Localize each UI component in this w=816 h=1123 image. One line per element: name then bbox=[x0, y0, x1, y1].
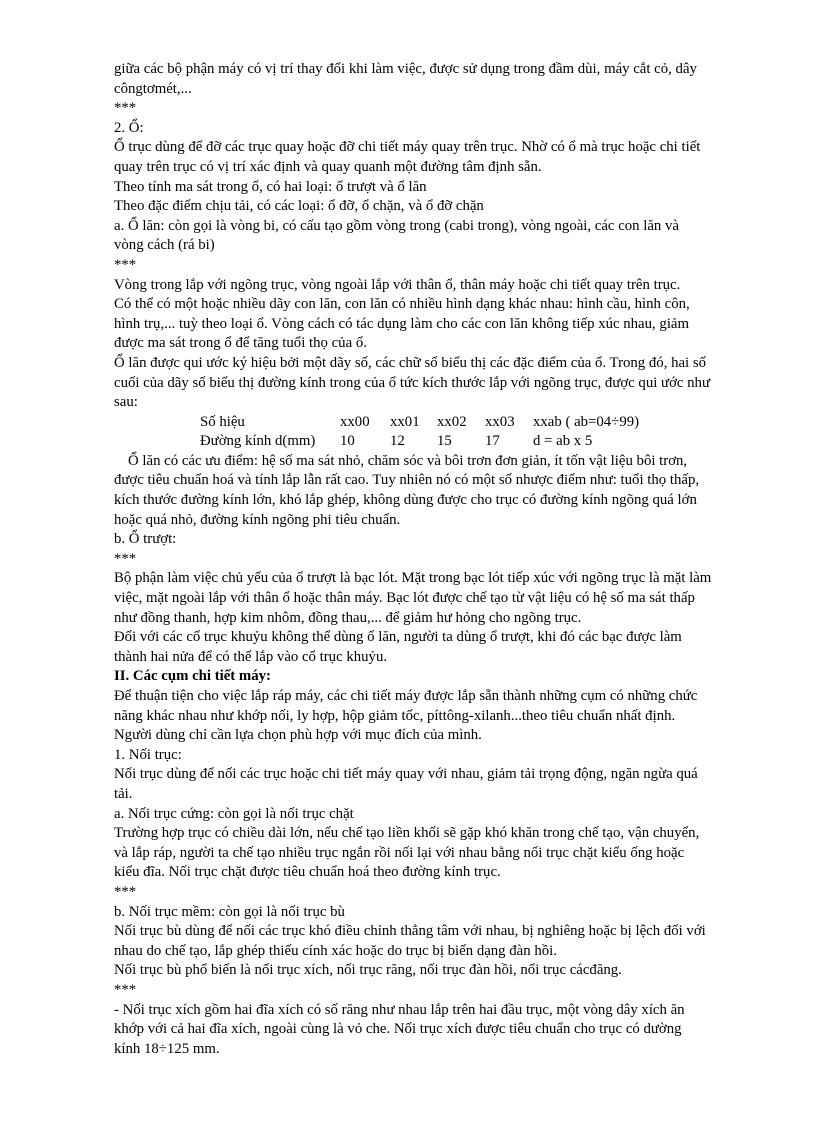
table-row bbox=[200, 432, 639, 452]
text-line: và lắp ráp, người ta chế tạo nhiều trục ngắn rồi nối lại với nhau bằng nối trục chặt kiểu ống hoặc bbox=[114, 844, 685, 861]
text-line: a. Nối trục cứng: còn gọi là nối trục chặt bbox=[114, 805, 354, 822]
text-line: Ổ lăn được qui ước ký hiệu bởi một dãy số, các chữ số biểu thị các đặc điểm của ổ. Trong đó, hai số bbox=[114, 354, 707, 371]
bearing-code-table bbox=[200, 413, 639, 452]
table-cell: Số hiệu bbox=[200, 413, 245, 430]
table-cell: xx03 bbox=[485, 413, 515, 430]
text-line: vòng cách (rá bi) bbox=[114, 237, 215, 254]
text-line: Vòng trong lắp với ngõng trục, vòng ngoài lắp với thân ổ, thân máy hoặc chi tiết quay trên trục. bbox=[114, 276, 681, 293]
text-line: - Nối trục xích gồm hai đĩa xích có số răng như nhau lắp trên hai đầu trục, một vòng dây xích ăn bbox=[114, 1001, 685, 1018]
text-line: Ổ lăn có các ưu điểm: hệ số ma sát nhỏ, chăm sóc và bôi trơn đơn giản, ít tốn vật liệu bôi trơn, bbox=[128, 452, 688, 469]
text-line: quay trên trục có vị trí xác định và quay quanh một đường tâm định sẵn. bbox=[114, 158, 542, 175]
separator-stars: *** bbox=[114, 981, 137, 998]
text-line: tải. bbox=[114, 785, 133, 802]
text-line: khớp với cả hai đĩa xích, ngoài cùng là vỏ che. Nối trục xích được tiêu chuẩn cho trục có dường bbox=[114, 1021, 682, 1038]
text-line: kích thước đường kính lớn, khó lắp ghép, không dùng được cho trục có đường kính ngõng quá lớn bbox=[114, 492, 697, 509]
text-line: Nối trục bù phổ biến là nối trục xích, nối trục răng, nối trục đàn hồi, nối trục cácđăng. bbox=[114, 962, 622, 979]
text-line: hình trụ,... tuỳ theo loại ổ. Vòng cách có tác dụng làm cho các con lăn không tiếp xúc nhau, giảm bbox=[114, 315, 690, 332]
table-cell: xx00 bbox=[340, 413, 370, 430]
text-line: b. Nối trục mềm: còn gọi là nối trục bù bbox=[114, 903, 345, 920]
section-heading: b. Ổ trượt: bbox=[114, 531, 177, 548]
separator-stars: *** bbox=[114, 883, 137, 900]
table-cell: 10 bbox=[340, 433, 355, 450]
table-cell: xx02 bbox=[437, 413, 467, 430]
table-cell: xx01 bbox=[390, 413, 420, 430]
text-line: Đối với các cổ trục khuỷu không thể dùng ổ lăn, người ta dùng ổ trượt, khi đó các bạc được làm bbox=[114, 629, 682, 646]
section-heading: 2. Ổ: bbox=[114, 119, 144, 136]
text-line: Người dùng chỉ cần lựa chọn phù hợp với mục đích của mình. bbox=[114, 727, 482, 744]
text-line: thành hai nửa để có thể lắp vào cổ trục khuỷu. bbox=[114, 648, 388, 665]
text-line: được ma sát trong ổ để tăng tuổi thọ của ổ. bbox=[114, 335, 367, 352]
table-cell: xxab ( ab=04÷99) bbox=[533, 413, 640, 430]
table-row bbox=[200, 413, 639, 433]
text-line: được tiêu chuẩn hoá và tính lắp lẫn rất cao. Tuy nhiên nó có một số nhược điểm như: tuổi thọ thấp, bbox=[114, 472, 700, 489]
text-line: kiểu đĩa. Nối trục chặt được tiêu chuẩn hoá theo đường kính trục. bbox=[114, 864, 501, 881]
text-line: Theo tính ma sát trong ổ, có hai loại: ổ trượt và ổ lăn bbox=[114, 178, 427, 195]
text-line: Có thể có một hoặc nhiều dãy con lăn, con lăn có nhiều hình dạng khác nhau: hình cầu, hình côn, bbox=[114, 296, 690, 313]
text-line: như đồng thanh, hợp kim nhôm, đồng thau,... để giảm hư hỏng cho ngõng trục. bbox=[114, 609, 582, 626]
text-line: hoặc quá nhỏ, đường kính ngõng phi tiêu chuẩn. bbox=[114, 511, 401, 528]
separator-stars: *** bbox=[114, 100, 137, 117]
text-line: côngtơmét,... bbox=[114, 80, 192, 97]
text-line: Theo đặc điểm chịu tải, có các loại: ổ đỡ, ổ chặn, và ổ đỡ chặn bbox=[114, 198, 484, 215]
text-line: Nối trục dùng để nối các trục hoặc chi tiết máy quay với nhau, giảm tải trọng động, ngăn ngừa quá bbox=[114, 766, 698, 783]
text-line: giữa các bộ phận máy có vị trí thay đổi khi làm việc, được sử dụng trong đầm dùi, máy cắt cỏ, dây bbox=[114, 61, 697, 77]
text-line: cuối của dãy số biểu thị đường kính trong của ổ tức kích thước lắp với ngõng trục, được qui ước như bbox=[114, 374, 710, 391]
text-line: nhau do chế tạo, lắp ghép thiếu cính xác hoặc do trục bị biến dạng đàn hồi. bbox=[114, 942, 557, 959]
text-line: sau: bbox=[114, 394, 138, 411]
section-heading: 1. Nối trục: bbox=[114, 746, 182, 763]
text-line: năng khác nhau như khớp nối, ly hợp, hộp giảm tốc, píttông-xilanh...theo tiêu chuẩn nhất định. bbox=[114, 707, 676, 724]
text-line: Trường hợp trục có chiều dài lớn, nếu chế tạo liền khối sẽ gặp khó khăn trong chế tạo, vận chuyển, bbox=[114, 825, 700, 842]
text-line: Để thuận tiện cho việc lắp ráp máy, các chi tiết máy được lắp sẵn thành những cụm có những chức bbox=[114, 688, 698, 704]
text-line: việc, mặt ngoài lắp với thân ổ hoặc thân máy. Bạc lót được chế tạo từ vật liệu có hệ số ma sát thấp bbox=[114, 590, 695, 607]
separator-stars: *** bbox=[114, 550, 137, 567]
table-cell: 17 bbox=[485, 433, 500, 450]
text-line: a. Ổ lăn: còn gọi là vòng bi, có cấu tạo gồm vòng trong (cabi trong), vòng ngoài, các con lăn và bbox=[114, 217, 679, 234]
text-line: Ổ trục dùng để đỡ các trục quay hoặc đỡ chi tiết máy quay trên trục. Nhờ có ổ mà trục hoặc chi tiết bbox=[114, 139, 701, 156]
text-line: Nối trục bù dùng để nối các trục khó điều chỉnh thẳng tâm với nhau, bị nghiêng hoặc bị lệch đối với bbox=[114, 923, 706, 940]
table-cell: 12 bbox=[390, 433, 405, 450]
table-cell: 15 bbox=[437, 433, 452, 450]
table-cell: Đường kính d(mm) bbox=[200, 433, 316, 450]
separator-stars: *** bbox=[114, 256, 137, 273]
chapter-heading: II. Các cụm chi tiết máy: bbox=[114, 668, 271, 685]
text-line: Bộ phận làm việc chủ yếu của ổ trượt là bạc lót. Mặt trong bạc lót tiếp xúc với ngõng trục là mặt làm bbox=[114, 570, 712, 587]
text-line: kính 18÷125 mm. bbox=[114, 1040, 220, 1057]
table-cell: d = ab x 5 bbox=[533, 433, 593, 450]
